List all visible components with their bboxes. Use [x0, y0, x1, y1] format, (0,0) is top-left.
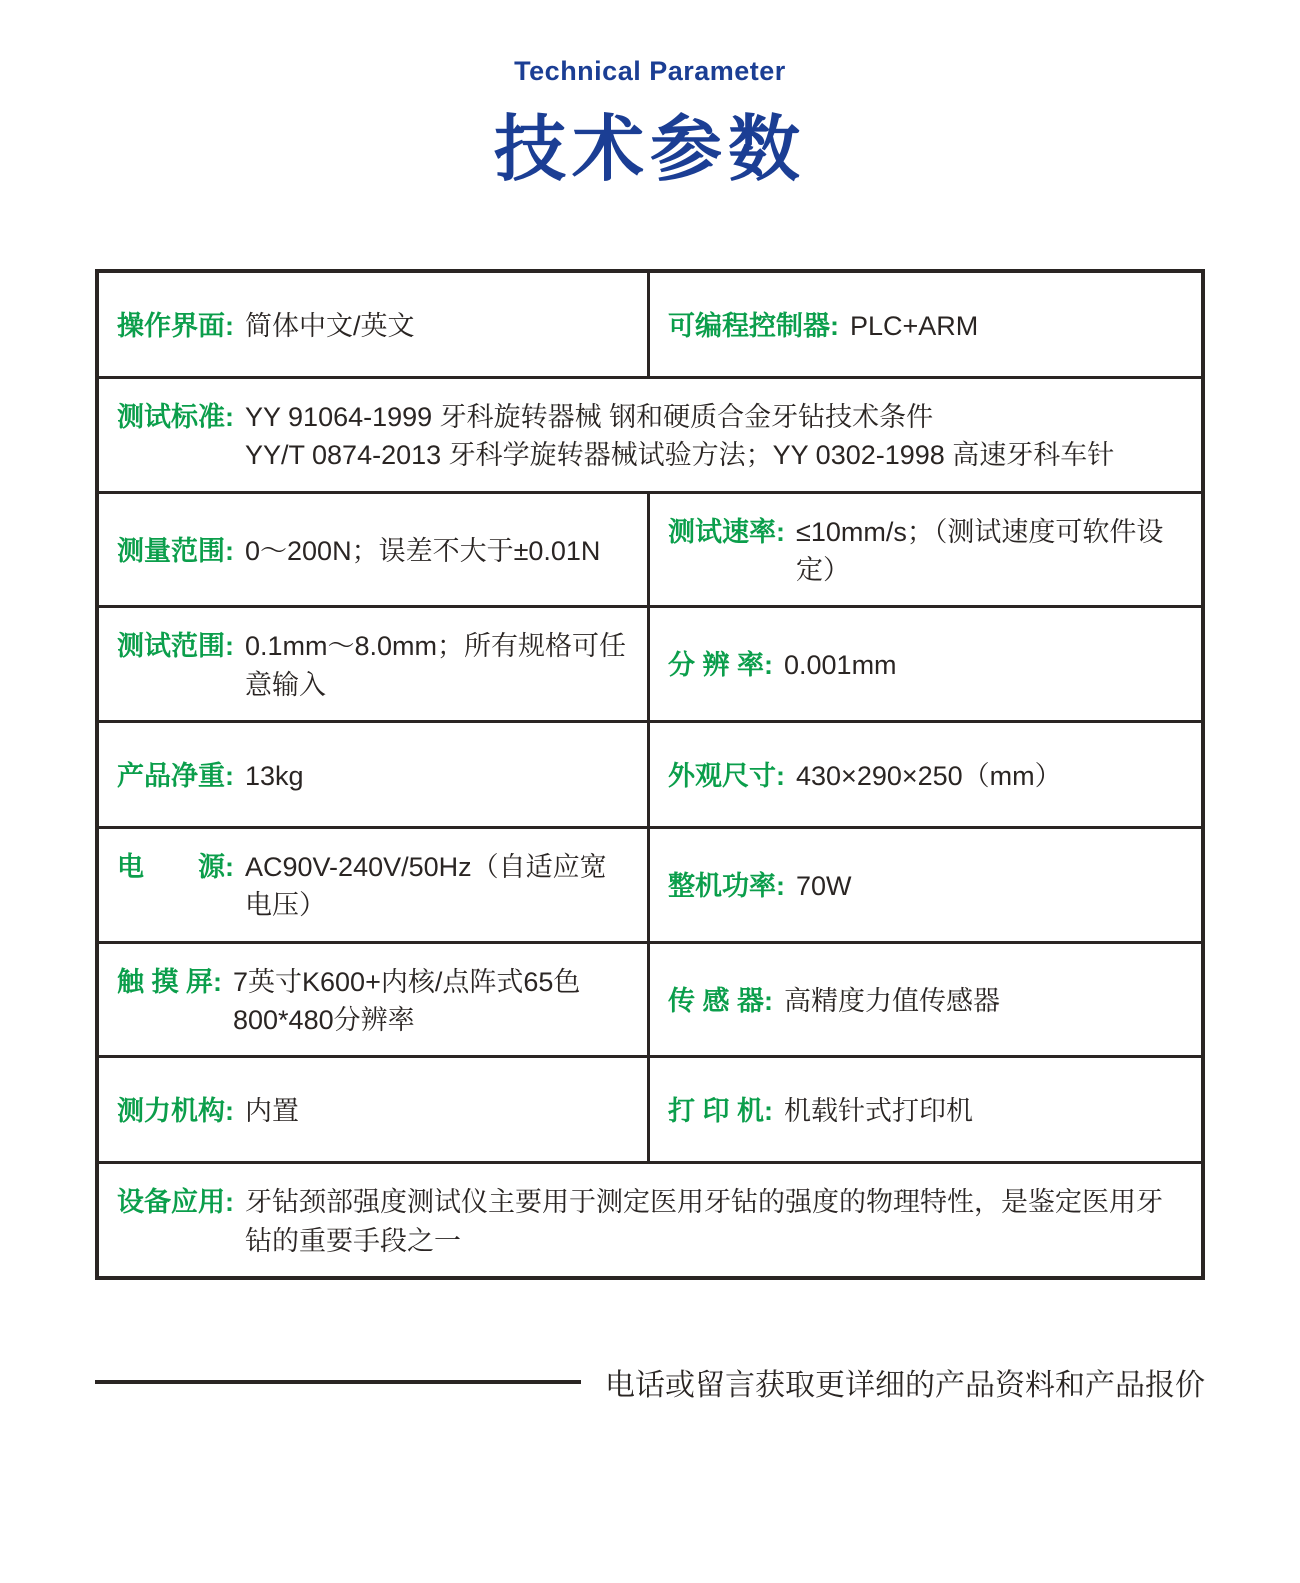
spec-label: 触 摸 屏:	[117, 966, 222, 997]
spec-label: 操作界面:	[117, 310, 234, 341]
spec-value: 70W	[796, 871, 852, 902]
spec-value: PLC+ARM	[850, 310, 979, 341]
spec-cell-power-supply	[99, 829, 650, 941]
spec-value: ≤10mm/s；（测试速度可软件设定）	[796, 516, 1164, 585]
table-row	[99, 720, 1201, 826]
spec-cell-operation-interface	[99, 273, 650, 376]
spec-value: 13kg	[245, 760, 304, 791]
spec-cell-total-power	[650, 829, 1201, 941]
spec-label: 外观尺寸:	[668, 760, 785, 791]
table-row	[99, 941, 1201, 1056]
spec-value: 简体中文/英文	[245, 310, 415, 341]
page-header	[0, 0, 1300, 195]
spec-value: 430×290×250（mm）	[796, 760, 1062, 791]
table-row	[99, 826, 1201, 941]
spec-cell-test-range	[99, 608, 650, 720]
table-row	[99, 491, 1201, 606]
spec-table	[95, 269, 1205, 1280]
spec-label: 打 印 机:	[668, 1096, 773, 1127]
spec-value: 牙钻颈部强度测试仪主要用于测定医用牙钻的强度的物理特性，是鉴定医用牙钻的重要手段之一	[245, 1187, 1163, 1256]
spec-value: 0.001mm	[784, 650, 897, 681]
spec-cell-test-speed	[650, 494, 1201, 606]
spec-label: 设备应用:	[117, 1187, 234, 1218]
spec-label: 可编程控制器:	[668, 310, 839, 341]
spec-value: 高精度力值传感器	[784, 985, 1000, 1016]
spec-label: 分 辨 率:	[668, 650, 773, 681]
spec-value: YY 91064-1999 牙科旋转器械 钢和硬质合金牙钻技术条件	[245, 402, 934, 432]
spec-value: YY/T 0874-2013 牙科学旋转器械试验方法；YY 0302-1998 高速牙科车针	[245, 440, 1115, 471]
table-row	[99, 376, 1201, 491]
spec-label: 测试速率:	[668, 516, 785, 547]
table-row	[99, 273, 1201, 376]
table-row	[99, 1055, 1201, 1161]
spec-value: 内置	[245, 1096, 299, 1127]
spec-label: 传 感 器:	[668, 985, 773, 1016]
spec-value: AC90V-240V/50Hz（自适应宽电压）	[245, 851, 607, 921]
table-row	[99, 605, 1201, 720]
spec-cell-test-standard	[99, 379, 1201, 491]
subtitle-english: Technical Parameter	[514, 56, 786, 86]
footer	[95, 1360, 1205, 1404]
spec-label: 测试范围:	[117, 631, 234, 662]
page-title: 技术参数	[493, 110, 806, 190]
spec-label: 测试标准:	[117, 402, 234, 432]
spec-label: 整机功率:	[668, 871, 785, 902]
spec-value: 0.1mm～8.0mm；所有规格可任意输入	[245, 631, 627, 700]
table-row	[99, 1161, 1201, 1276]
spec-cell-net-weight	[99, 723, 650, 826]
spec-value: 800*480分辨率	[233, 1004, 415, 1035]
spec-value: 0～200N；误差不大于±0.01N	[245, 535, 601, 566]
spec-value: 机载针式打印机	[784, 1096, 973, 1127]
footer-note: 电话或留言获取更详细的产品资料和产品报价	[605, 1368, 1205, 1402]
spec-label: 电 源:	[117, 851, 234, 882]
spec-label: 测力机构:	[117, 1096, 234, 1127]
spec-cell-force-mechanism	[99, 1058, 650, 1161]
spec-cell-touch-screen	[99, 944, 650, 1056]
spec-label: 产品净重:	[117, 760, 234, 791]
spec-label: 测量范围:	[117, 535, 234, 566]
spec-cell-printer	[650, 1058, 1201, 1161]
spec-cell-resolution	[650, 608, 1201, 720]
spec-value: 7英寸K600+内核/点阵式65色	[233, 966, 581, 997]
spec-cell-sensor	[650, 944, 1201, 1056]
spec-cell-dimensions	[650, 723, 1201, 826]
footer-divider-line	[95, 1380, 581, 1384]
spec-cell-application	[99, 1164, 1201, 1276]
spec-cell-plc-controller	[650, 273, 1201, 376]
spec-cell-measure-range	[99, 494, 650, 606]
